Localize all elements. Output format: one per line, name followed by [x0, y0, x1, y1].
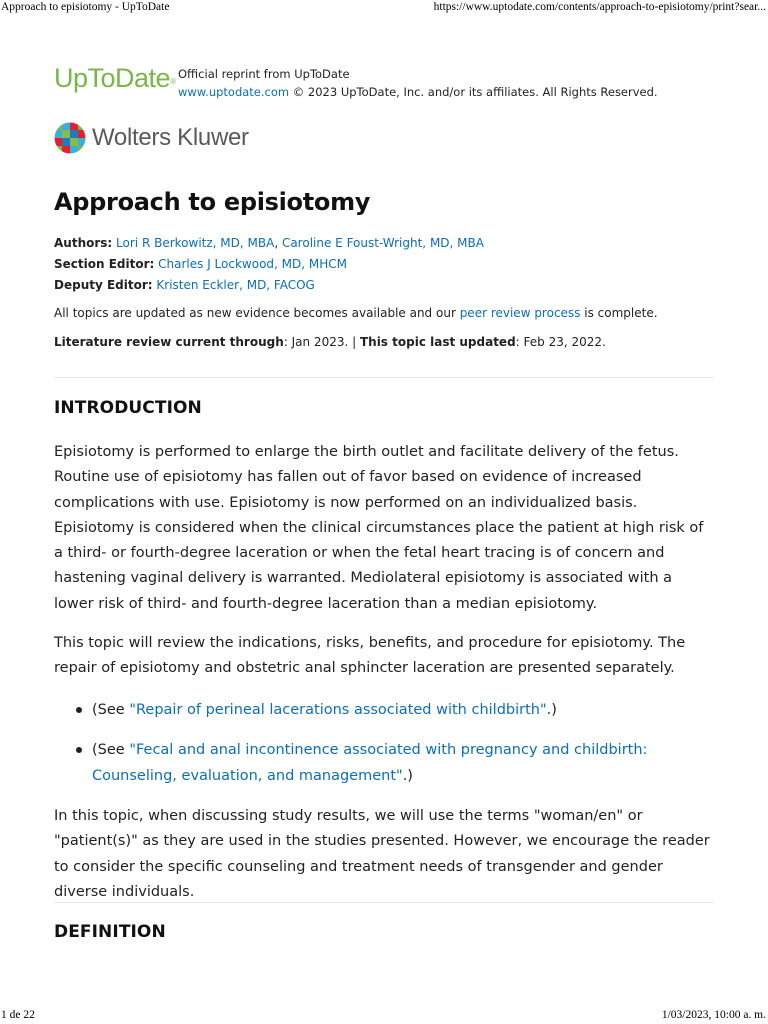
update-note-end: is complete. — [580, 306, 658, 320]
see-also-list — [54, 697, 714, 789]
last-updated-label: This topic last updated — [359, 335, 516, 349]
list-item — [54, 737, 714, 789]
see-prefix: (See — [92, 742, 130, 758]
author-link-berkowitz[interactable]: Lori R Berkowitz, MD, MBA — [116, 236, 275, 250]
see-suffix: .) — [402, 768, 413, 784]
authors-label: Authors: — [54, 236, 113, 250]
author-separator: , — [274, 236, 282, 250]
print-timestamp: 1/03/2023, 10:00 a. m. — [661, 1009, 766, 1021]
print-footer — [0, 1009, 768, 1021]
article-title: Approach to episiotomy — [54, 188, 371, 216]
update-note — [54, 305, 658, 321]
page-count: 1 de 22 — [1, 1009, 35, 1021]
review-dates — [54, 334, 606, 350]
uptodate-logo[interactable] — [54, 62, 175, 94]
introduction-heading: INTRODUCTION — [54, 398, 202, 418]
bullet-dot-icon — [76, 747, 82, 753]
see-suffix: .) — [546, 702, 557, 718]
reprint-line: Official reprint from UpToDate — [178, 67, 350, 81]
intro-paragraph-2: This topic will review the indications, risks, benefits, and procedure for episiotomy. The repair of episiotomy and obstetric anal sphincter laceration are presented separately. — [54, 635, 686, 677]
reprint-notice — [178, 65, 658, 101]
list-item — [54, 697, 714, 723]
authors-line — [54, 235, 484, 251]
divider — [54, 902, 714, 903]
print-header-url: https://www.uptodate.com/contents/approach-to-episiotomy/print?sear... — [433, 1, 766, 13]
registered-mark: ® — [170, 77, 176, 86]
author-link-foust-wright[interactable]: Caroline E Foust-Wright, MD, MBA — [281, 236, 484, 250]
print-header-title: Approach to episiotomy - UpToDate — [1, 1, 170, 13]
deputy-editor-link[interactable]: Kristen Eckler, MD, FACOG — [156, 278, 315, 292]
print-header — [0, 1, 768, 13]
brand-header — [54, 62, 714, 99]
deputy-editor-label: Deputy Editor: — [54, 278, 153, 292]
peer-review-link[interactable]: peer review process — [459, 306, 581, 320]
lit-review-label: Literature review current through — [54, 335, 284, 349]
deputy-editor-line — [54, 277, 315, 293]
wolters-kluwer-logo-icon — [54, 122, 86, 154]
divider — [54, 377, 714, 378]
section-editor-line — [54, 256, 347, 272]
update-note-text: All topics are updated as new evidence becomes available and our — [54, 306, 460, 320]
bullet-dot-icon — [76, 707, 82, 713]
uptodate-site-link[interactable]: www.uptodate.com — [178, 85, 290, 99]
section-editor-label: Section Editor: — [54, 257, 155, 271]
definition-heading: DEFINITION — [54, 922, 166, 942]
wolters-kluwer-wordmark: Wolters Kluwer — [92, 124, 249, 151]
uptodate-logo-text: UpToDate — [54, 63, 171, 93]
lit-review-value: : Jan 2023. | — [283, 335, 360, 349]
copyright-text: © 2023 UpToDate, Inc. and/or its affiliates. All Rights Reserved. — [289, 85, 658, 99]
intro-paragraph-1: Episiotomy is performed to enlarge the birth outlet and facilitate delivery of the fetus. Routine use of episiotomy has fallen out of favor based on evidence of increased complications with use. Episiotomy is now performed on an individualized basis. Episiotomy is considered when the clinical circumstances place the patient at high risk of a third- or fourth-degree laceration or when the fetal heart tracing is of concern and hastening vaginal delivery is warranted. Mediolateral episiotomy is associated with a lower risk of third- and fourth-degree laceration than a median episiotomy. — [54, 444, 704, 612]
wolters-kluwer-logo[interactable] — [54, 120, 354, 156]
copyright-line — [178, 83, 658, 101]
last-updated-value: : Feb 23, 2022. — [515, 335, 606, 349]
fecal-anal-incontinence-link[interactable]: "Fecal and anal incontinence associated with pregnancy and childbirth: Counseling, evaluation, and management" — [92, 742, 648, 784]
repair-perineal-lacerations-link[interactable]: "Repair of perineal lacerations associated with childbirth" — [129, 702, 547, 718]
see-prefix: (See — [92, 702, 130, 718]
intro-paragraph-3: In this topic, when discussing study results, we will use the terms "woman/en" or "patient(s)" as they are used in the studies presented. However, we encourage the reader to consider the specific counseling and treatment needs of transgender and gender diverse individuals. — [54, 808, 710, 900]
section-editor-link[interactable]: Charles J Lockwood, MD, MHCM — [158, 257, 347, 271]
